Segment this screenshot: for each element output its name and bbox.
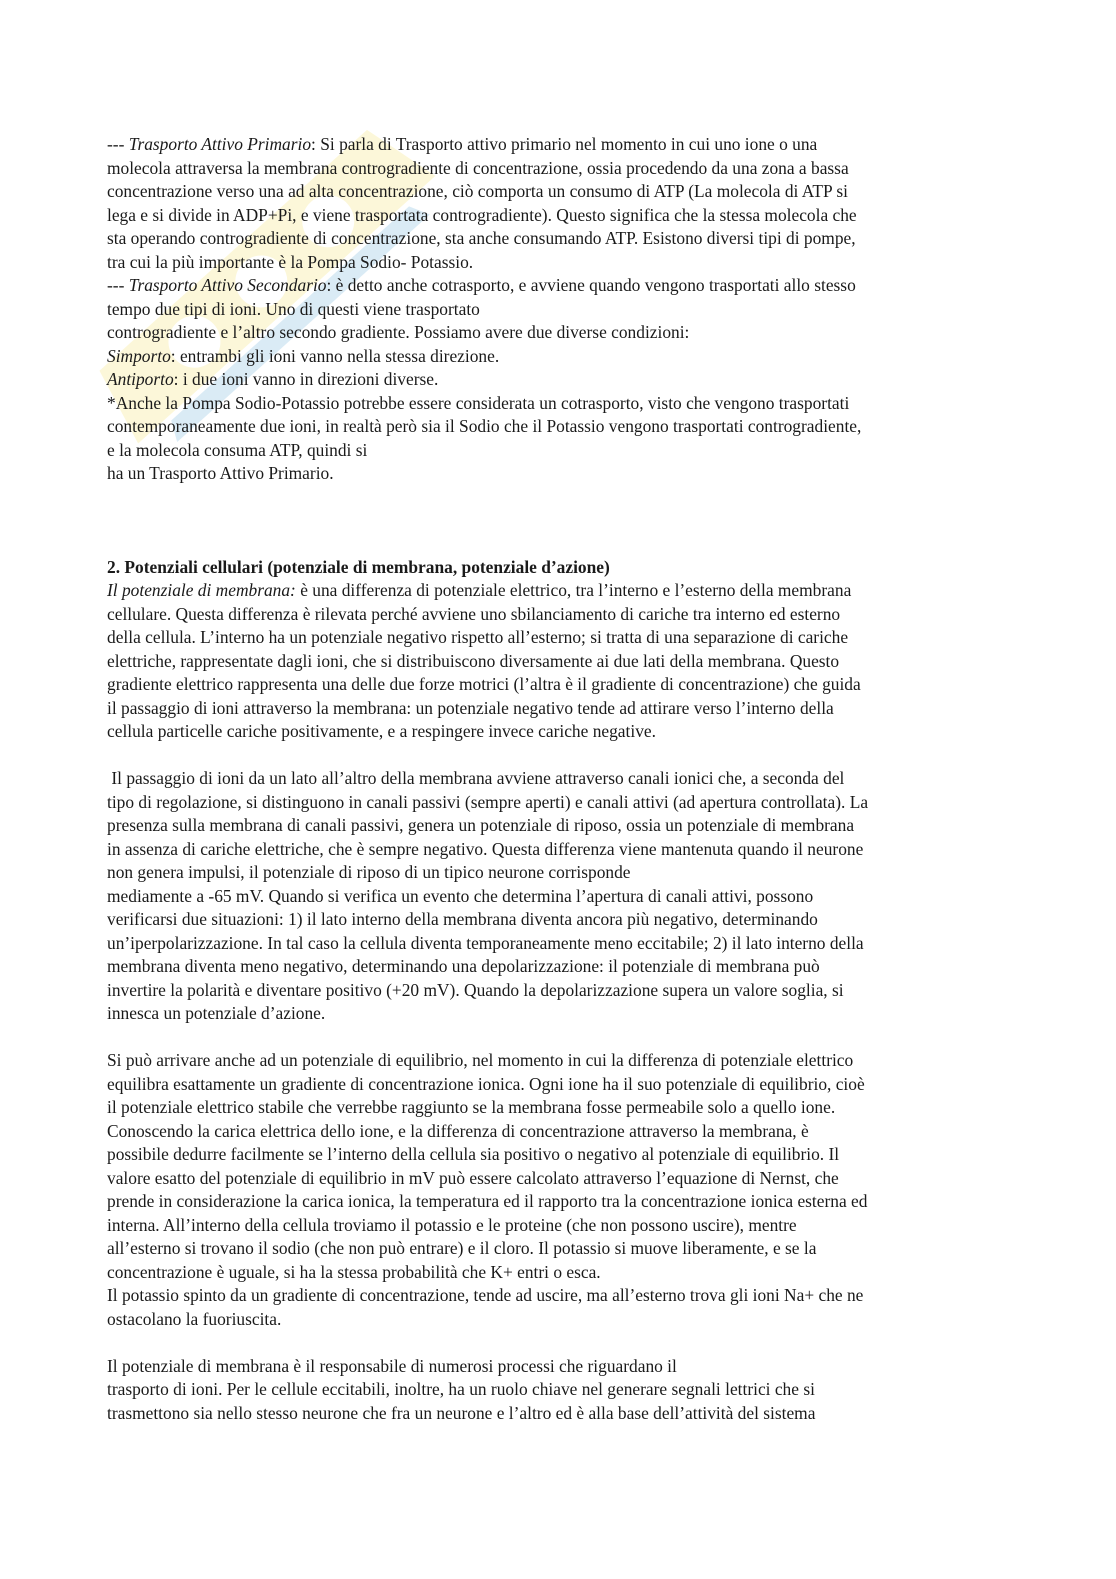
term-potenziale-di-membrana: Il potenziale di membrana:	[107, 580, 296, 600]
section-heading: 2. Potenziali cellulari (potenziale di membrana, potenziale d’azione)	[107, 556, 610, 577]
text-line: Antiporto: i due ioni vanno in direzioni diverse.	[107, 369, 439, 389]
text-line: mediamente a -65 mV. Quando si verifica un evento che determina l’apertura di canali attivi, possono	[107, 885, 814, 906]
text-line: prende in considerazione la carica ionica, la temperatura ed il rapporto tra la concentrazione ionica esterna ed	[107, 1191, 868, 1211]
text-line: Il passaggio di ioni da un lato all’altro della membrana avviene attraverso canali ionici che, a seconda del	[107, 768, 845, 788]
text-line: Conoscendo la carica elettrica dello ione, e la differenza di concentrazione attraverso la membrana, è	[107, 1120, 809, 1141]
text-line: verificarsi due situazioni: 1) il lato interno della membrana diventa ancora più negativo, determinando	[107, 909, 818, 929]
text-line: *Anche la Pompa Sodio-Potassio potrebbe essere considerata un cotrasporto, visto che vengono trasportati	[107, 392, 850, 413]
term-trasporto-attivo-primario: Trasporto Attivo Primario	[128, 134, 312, 154]
text-line: Il potenziale di membrana: è una differenza di potenziale elettrico, tra l’interno e l’esterno della membrana	[107, 580, 852, 600]
text-line: molecola attraversa la membrana controgradiente di concentrazione, ossia procedendo da una zona a bassa	[107, 157, 849, 178]
text-line: contemporaneamente due ioni, in realtà però sia il Sodio che il Potassio vengono trasportati controgradiente,	[107, 416, 862, 436]
text-line: --- Trasporto Attivo Primario: Si parla di Trasporto attivo primario nel momento in cui uno ione o una	[107, 134, 818, 154]
document-page	[107, 133, 1012, 1425]
text-line: concentrazione è uguale, si ha la stessa probabilità che K+ entri o esca.	[107, 1261, 601, 1282]
text-line: invertire la polarità e diventare positivo (+20 mV). Quando la depolarizzazione supera un valore soglia, si	[107, 979, 844, 1000]
text-line: sta operando controgradiente di concentrazione, sta anche consumando ATP. Esistono diversi tipi di pompe,	[107, 228, 856, 248]
text-line: trasmettono sia nello stesso neurone che fra un neurone e l’altro ed è alla base dell’attività del sistema	[107, 1402, 816, 1423]
text-line: in assenza di cariche elettriche, che è sempre negativo. Questa differenza viene mantenuta quando il neurone	[107, 838, 864, 859]
text-line: della cellula. L’interno ha un potenziale negativo rispetto all’esterno; si tratta di una separazione di cariche	[107, 627, 849, 647]
text-line: Il potenziale di membrana è il responsabile di numerosi processi che riguardano il	[107, 1355, 677, 1376]
term-antiporto: Antiporto	[107, 369, 174, 389]
text-line: non genera impulsi, il potenziale di riposo di un tipico neurone corrisponde	[107, 862, 631, 882]
text-line: lega e si divide in ADP+Pi, e viene trasportata controgradiente). Questo significa che la stessa molecola che	[107, 204, 857, 225]
text-line: il potenziale elettrico stabile che verrebbe raggiunto se la membrana fosse permeabile solo a quello ione.	[107, 1097, 836, 1117]
text-line: il passaggio di ioni attraverso la membrana: un potenziale negativo tende ad attirare verso l’interno della	[107, 697, 834, 718]
text-line: trasporto di ioni. Per le cellule eccitabili, inoltre, ha un ruolo chiave nel generare segnali lettrici che si	[107, 1379, 815, 1399]
text-line: ostacolano la fuoriuscita.	[107, 1308, 282, 1329]
text-line: --- Trasporto Attivo Secondario: è detto anche cotrasporto, e avviene quando vengono trasportati allo stesso	[107, 275, 856, 295]
text-line: innesca un potenziale d’azione.	[107, 1003, 326, 1023]
text-line: e la molecola consuma ATP, quindi si	[107, 439, 368, 460]
text-line: possibile dedurre facilmente se l’interno della cellula sia positivo o negativo al potenziale di equilibrio. Il	[107, 1144, 840, 1164]
text-line: controgradiente e l’altro secondo gradiente. Possiamo avere due diverse condizioni:	[107, 322, 690, 342]
text-line: membrana diventa meno negativo, determinando una depolarizzazione: il potenziale di membrana può	[107, 956, 820, 976]
text-line: tipo di regolazione, si distinguono in canali passivi (sempre aperti) e canali attivi (ad apertura controllata). La	[107, 791, 869, 812]
text-line: un’iperpolarizzazione. In tal caso la cellula diventa temporaneamente meno eccitabile; 2) il lato interno della	[107, 932, 864, 953]
text-line: presenza sulla membrana di canali passivi, genera un potenziale di riposo, ossia un potenziale di membrana	[107, 815, 855, 835]
text-line: tra cui la più importante è la Pompa Sodio- Potassio.	[107, 251, 474, 272]
text-line: equilibra esattamente un gradiente di concentrazione ionica. Ogni ione ha il suo potenziale di equilibrio, cioè	[107, 1073, 865, 1094]
text-line: interna. All’interno della cellula troviamo il potassio e le proteine (che non possono uscire), mentre	[107, 1214, 797, 1235]
text-line: all’esterno si trovano il sodio (che non può entrare) e il cloro. Il potassio si muove liberamente, e se la	[107, 1238, 817, 1258]
text-line: elettriche, rappresentate dagli ioni, che si distribuiscono diversamente ai due lati della membrana. Questo	[107, 650, 840, 671]
text-line: Simporto: entrambi gli ioni vanno nella stessa direzione.	[107, 345, 500, 366]
text-line: Si può arrivare anche ad un potenziale di equilibrio, nel momento in cui la differenza di potenziale elettrico	[107, 1050, 854, 1070]
text-line: tempo due tipi di ioni. Uno di questi viene trasportato	[107, 298, 480, 319]
text-line: concentrazione verso una ad alta concentrazione, ciò comporta un consumo di ATP (La molecola di ATP si	[107, 181, 848, 201]
term-trasporto-attivo-secondario: Trasporto Attivo Secondario	[128, 275, 327, 295]
text-line: cellulare. Questa differenza è rilevata perché avviene uno sbilanciamento di cariche tra interno ed esterno	[107, 603, 841, 624]
term-simporto: Simporto	[107, 345, 171, 366]
text-line: cellula particelle cariche positivamente, e a respingere invece cariche negative.	[107, 721, 656, 741]
text-line: gradiente elettrico rappresenta una delle due forze motrici (l’altra è il gradiente di concentrazione) che guida	[107, 674, 861, 694]
text-line: Il potassio spinto da un gradiente di concentrazione, tende ad uscire, ma all’esterno trova gli ioni Na+ che ne	[107, 1285, 864, 1305]
text-line: valore esatto del potenziale di equilibrio in mV può essere calcolato attraverso l’equazione di Nernst, che	[107, 1167, 839, 1188]
text-line: ha un Trasporto Attivo Primario.	[107, 463, 334, 483]
